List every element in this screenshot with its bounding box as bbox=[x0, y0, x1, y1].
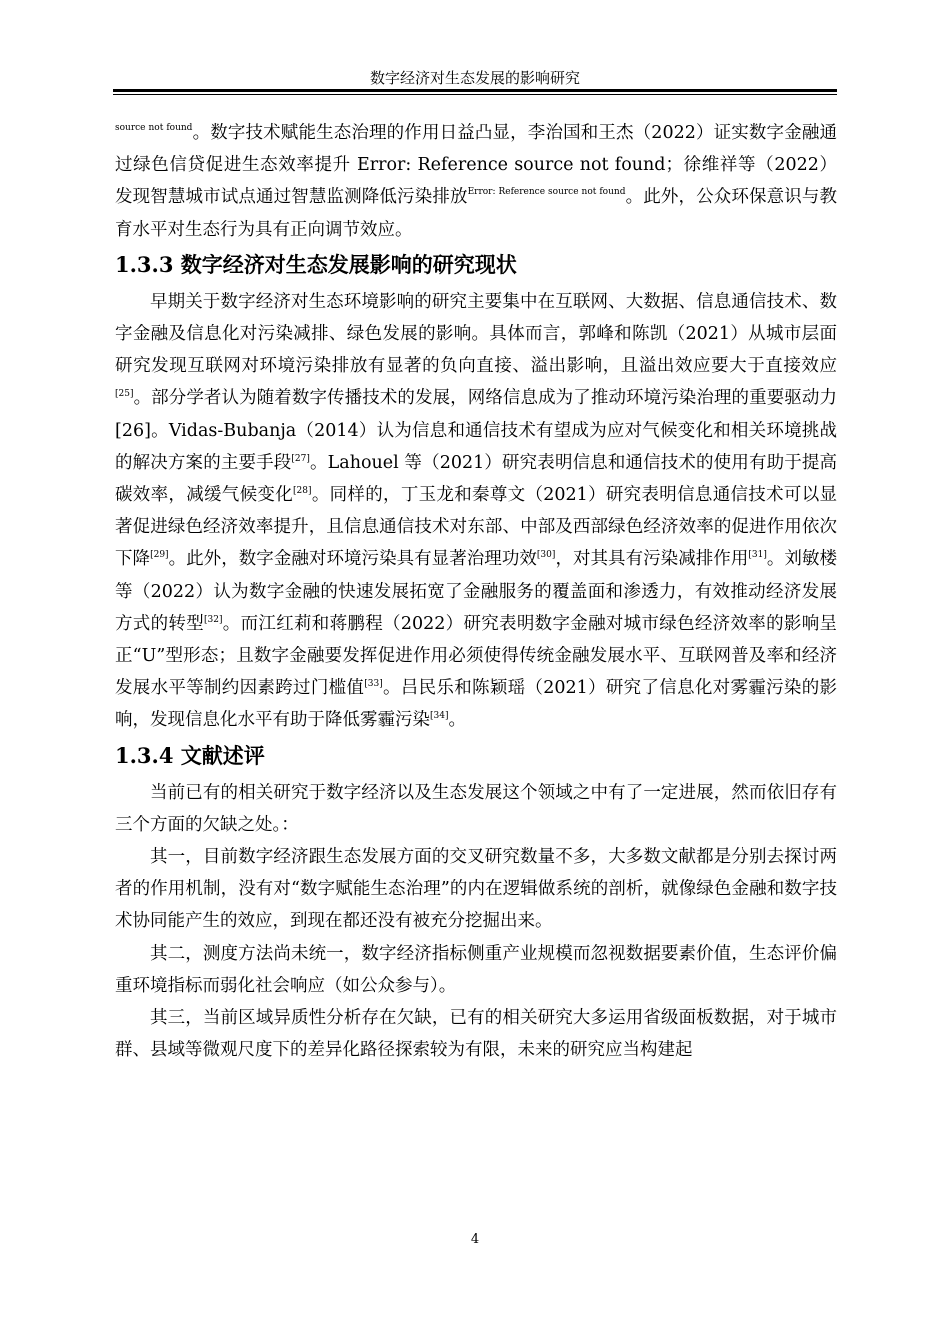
page-number: 4 bbox=[470, 1232, 480, 1247]
citation: [31] bbox=[748, 550, 767, 561]
citation: [27] bbox=[291, 453, 310, 464]
paragraph-text: 。部分学者认为随着数字传播技术的发展，网络信息成为了推动环境污染治理的重要驱动力[26]。Vidas-Bubanja（2014）认为信息和通信技术有望成为应对气候变化和相关环境挑战的解决方案的主要手段 bbox=[115, 388, 837, 473]
reference-error-note: source not found bbox=[115, 122, 193, 133]
citation: [34] bbox=[430, 711, 449, 722]
paragraph-text: 。而江红莉和蒋鹏程（2022）研究表明数字金融对城市绿色经济效率的影响呈正“U”型形态；且数字金融要发挥促进作用必须使得传统金融发展水平、互联网普及率和经济发展水平等制约因素跨过门槛值 bbox=[115, 613, 837, 699]
page-header-title: 数字经济对生态发展的影响研究 bbox=[369, 69, 580, 87]
citation: [28] bbox=[293, 485, 312, 496]
citation: [30] bbox=[536, 550, 556, 561]
header-rule bbox=[113, 89, 837, 92]
paragraph-research-status bbox=[115, 286, 837, 737]
citation: [32] bbox=[204, 614, 223, 625]
paragraph-continuation bbox=[115, 117, 837, 246]
paragraph-text: 。吕民乐和陈颖瑶（2021）研究了信息化对雾霾污染的影响，发现信息化水平有助于降低雾霾污染 bbox=[115, 678, 837, 731]
citation: [25] bbox=[115, 389, 134, 400]
document-body bbox=[115, 117, 837, 1066]
paragraph-review-point-1: 其一，目前数字经济跟生态发展方面的交叉研究数量不多，大多数文献都是分别去探讨两者的作用机制，没有对“数字赋能生态治理”的内在逻辑做系统的剖析，就像绿色金融和数字技术协同能产生的效应，到现在都还没有被充分挖掘出来。 bbox=[115, 847, 837, 932]
paragraph-text: 。Lahouel 等（2021）研究表明信息和通信技术的使用有助于提高碳效率，减缓气候变化 bbox=[115, 452, 838, 506]
paragraph-text: 早期关于数字经济对生态环境影响的研究主要集中在互联网、大数据、信息通信技术、数字金融及信息化对污染减排、绿色发展的影响。具体而言，郭峰和陈凯（2021）从城市层面研究发现互联网对环境污染排放有显著的负向直接、溢出影响，且溢出效应要大于直接效应 bbox=[115, 291, 837, 377]
paragraph-text: 。数字技术赋能生态治理的作用日益凸显，李治国和王杰（2022）证实数字金融通过绿色信贷促进生态效率提升 Error: Reference source not found；徐维祥等（2022）发现智慧城市试点通过智慧监测降低污染排放 bbox=[115, 123, 837, 208]
paragraph-text: 。同样的，丁玉龙和秦尊文（2021）研究表明信息通信技术可以显著促进绿色经济效率提升，且信息通信技术对东部、中部及西部绿色经济效率的促进作用依次下降 bbox=[115, 485, 838, 570]
section-heading-1-3-3: 1.3.3 数字经济对生态发展影响的研究现状 bbox=[115, 251, 517, 277]
paragraph-text: 。刘敏楼等（2022）认为数字金融的快速发展拓宽了金融服务的覆盖面和渗透力，有效推动经济发展方式的转型 bbox=[115, 549, 838, 634]
paragraph-text: 。此外，数字金融对环境污染具有显著治理功效 bbox=[168, 549, 537, 570]
header-rule-thin bbox=[113, 94, 837, 95]
paragraph-text: 。此外，公众环保意识与教育水平对生态行为具有正向调节效应。 bbox=[115, 187, 837, 240]
paragraph-text: ，对其具有污染减排作用 bbox=[555, 549, 749, 570]
citation: [33] bbox=[364, 679, 383, 690]
section-heading-1-3-4: 1.3.4 文献述评 bbox=[115, 742, 265, 768]
paragraph-review-point-3: 其三，当前区域异质性分析存在欠缺，已有的相关研究大多运用省级面板数据，对于城市群、县域等微观尺度下的差异化路径探索较为有限，未来的研究应当构建起 bbox=[115, 1008, 837, 1061]
reference-error-note: Error: Reference source not found bbox=[467, 187, 626, 198]
citation: [29] bbox=[150, 550, 169, 561]
paragraph-review-intro: 当前已有的相关研究于数字经济以及生态发展这个领域之中有了一定进展，然而依旧存有三个方面的欠缺之处。： bbox=[115, 782, 837, 835]
paragraph-text: 。 bbox=[448, 710, 466, 731]
paragraph-review-point-2: 其二，测度方法尚未统一，数字经济指标侧重产业规模而忽视数据要素价值，生态评价偏重环境指标而弱化社会响应（如公众参与）。 bbox=[115, 943, 837, 996]
